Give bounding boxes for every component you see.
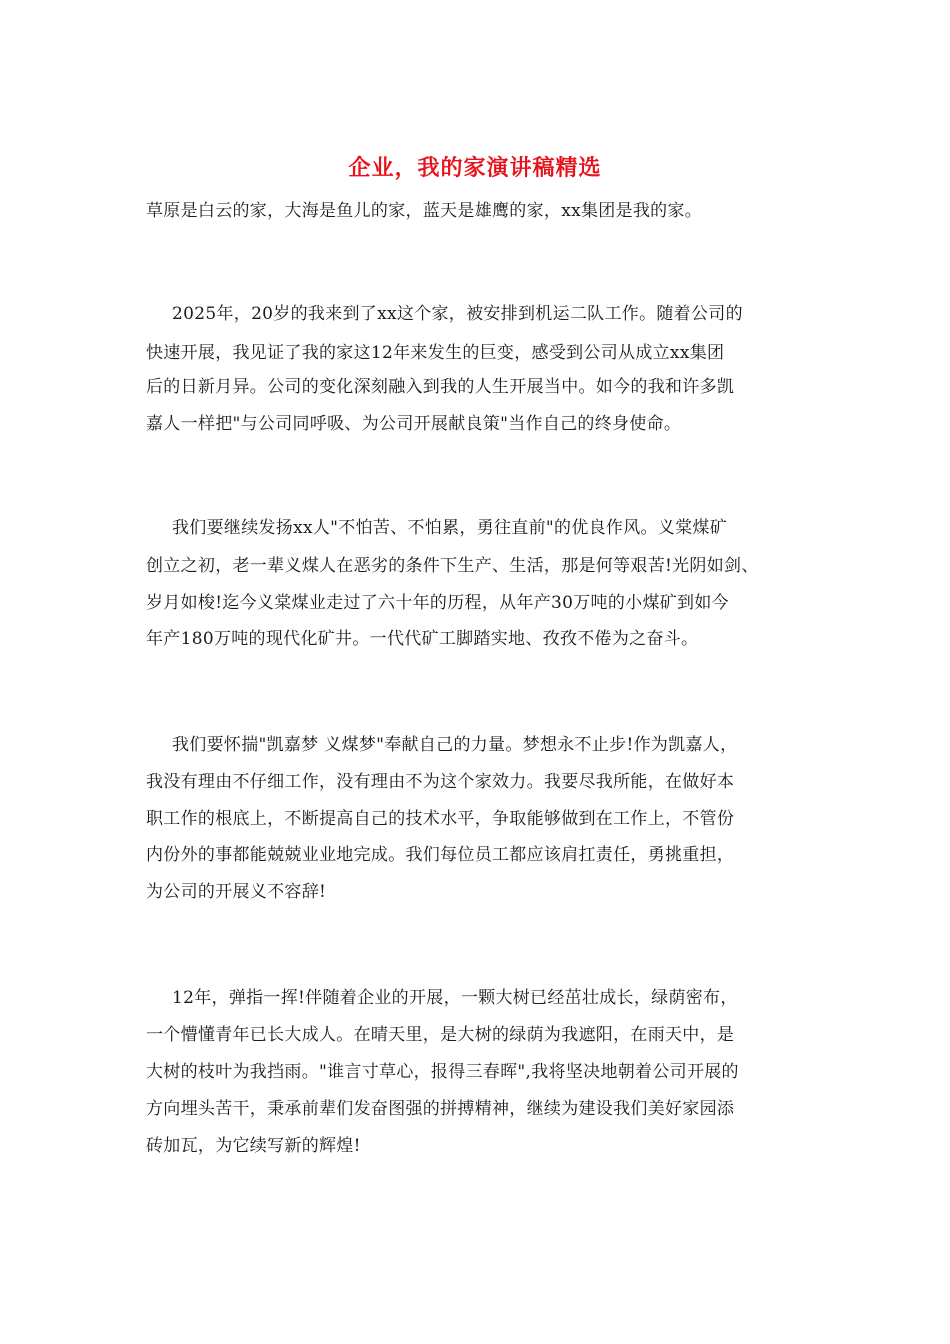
paragraph-line: 后的日新月异。公司的变化深刻融入到我的人生开展当中。如今的我和许多凯 — [146, 377, 735, 397]
paragraph-line: 我没有理由不仔细工作，没有理由不为这个家效力。我要尽我所能，在做好本 — [146, 772, 735, 792]
paragraph-line: 12年，弹指一挥!伴随着企业的开展，一颗大树已经茁壮成长，绿荫密布， — [172, 988, 738, 1008]
document-title: 企业，我的家演讲稿精选 — [348, 155, 602, 181]
paragraph-line: 砖加瓦，为它续写新的辉煌! — [146, 1136, 361, 1156]
paragraph-line: 大树的枝叶为我挡雨。"谁言寸草心，报得三春晖",我将坚决地朝着公司开展的 — [146, 1062, 739, 1082]
paragraph-line: 为公司的开展义不容辞! — [146, 882, 327, 902]
paragraph-line: 年产180万吨的现代化矿井。一代代矿工脚踏实地、孜孜不倦为之奋斗。 — [146, 629, 699, 649]
paragraph-line: 快速开展，我见证了我的家这12年来发生的巨变，感受到公司从成立xx集团 — [146, 343, 725, 363]
paragraph-line: 创立之初，老一辈义煤人在恶劣的条件下生产、生活，那是何等艰苦!光阴如剑、 — [146, 556, 759, 576]
paragraph-line: 嘉人一样把"与公司同呼吸、为公司开展献良策"当作自己的终身使命。 — [146, 414, 682, 434]
paragraph-line: 我们要继续发扬xx人"不怕苦、不怕累，勇往直前"的优良作风。义棠煤矿 — [172, 518, 728, 538]
paragraph-line: 职工作的根底上，不断提高自己的技术水平，争取能够做到在工作上，不管份 — [146, 809, 735, 829]
paragraph-line: 我们要怀揣"凯嘉梦 义煤梦"奉献自己的力量。梦想永不止步!作为凯嘉人， — [172, 735, 738, 755]
paragraph-line: 岁月如梭!迄今义棠煤业走过了六十年的历程，从年产30万吨的小煤矿到如今 — [146, 593, 729, 613]
intro-line: 草原是白云的家，大海是鱼儿的家，蓝天是雄鹰的家，xx集团是我的家。 — [146, 201, 703, 221]
paragraph-line: 方向埋头苦干，秉承前辈们发奋图强的拼搏精神，继续为建设我们美好家园添 — [146, 1099, 735, 1119]
paragraph-line: 内份外的事都能兢兢业业地完成。我们每位员工都应该肩扛责任，勇挑重担， — [146, 845, 735, 865]
paragraph-line: 2025年，20岁的我来到了xx这个家，被安排到机运二队工作。随着公司的 — [172, 304, 743, 324]
paragraph-line: 一个懵懂青年已长大成人。在晴天里，是大树的绿荫为我遮阳，在雨天中，是 — [146, 1025, 735, 1045]
